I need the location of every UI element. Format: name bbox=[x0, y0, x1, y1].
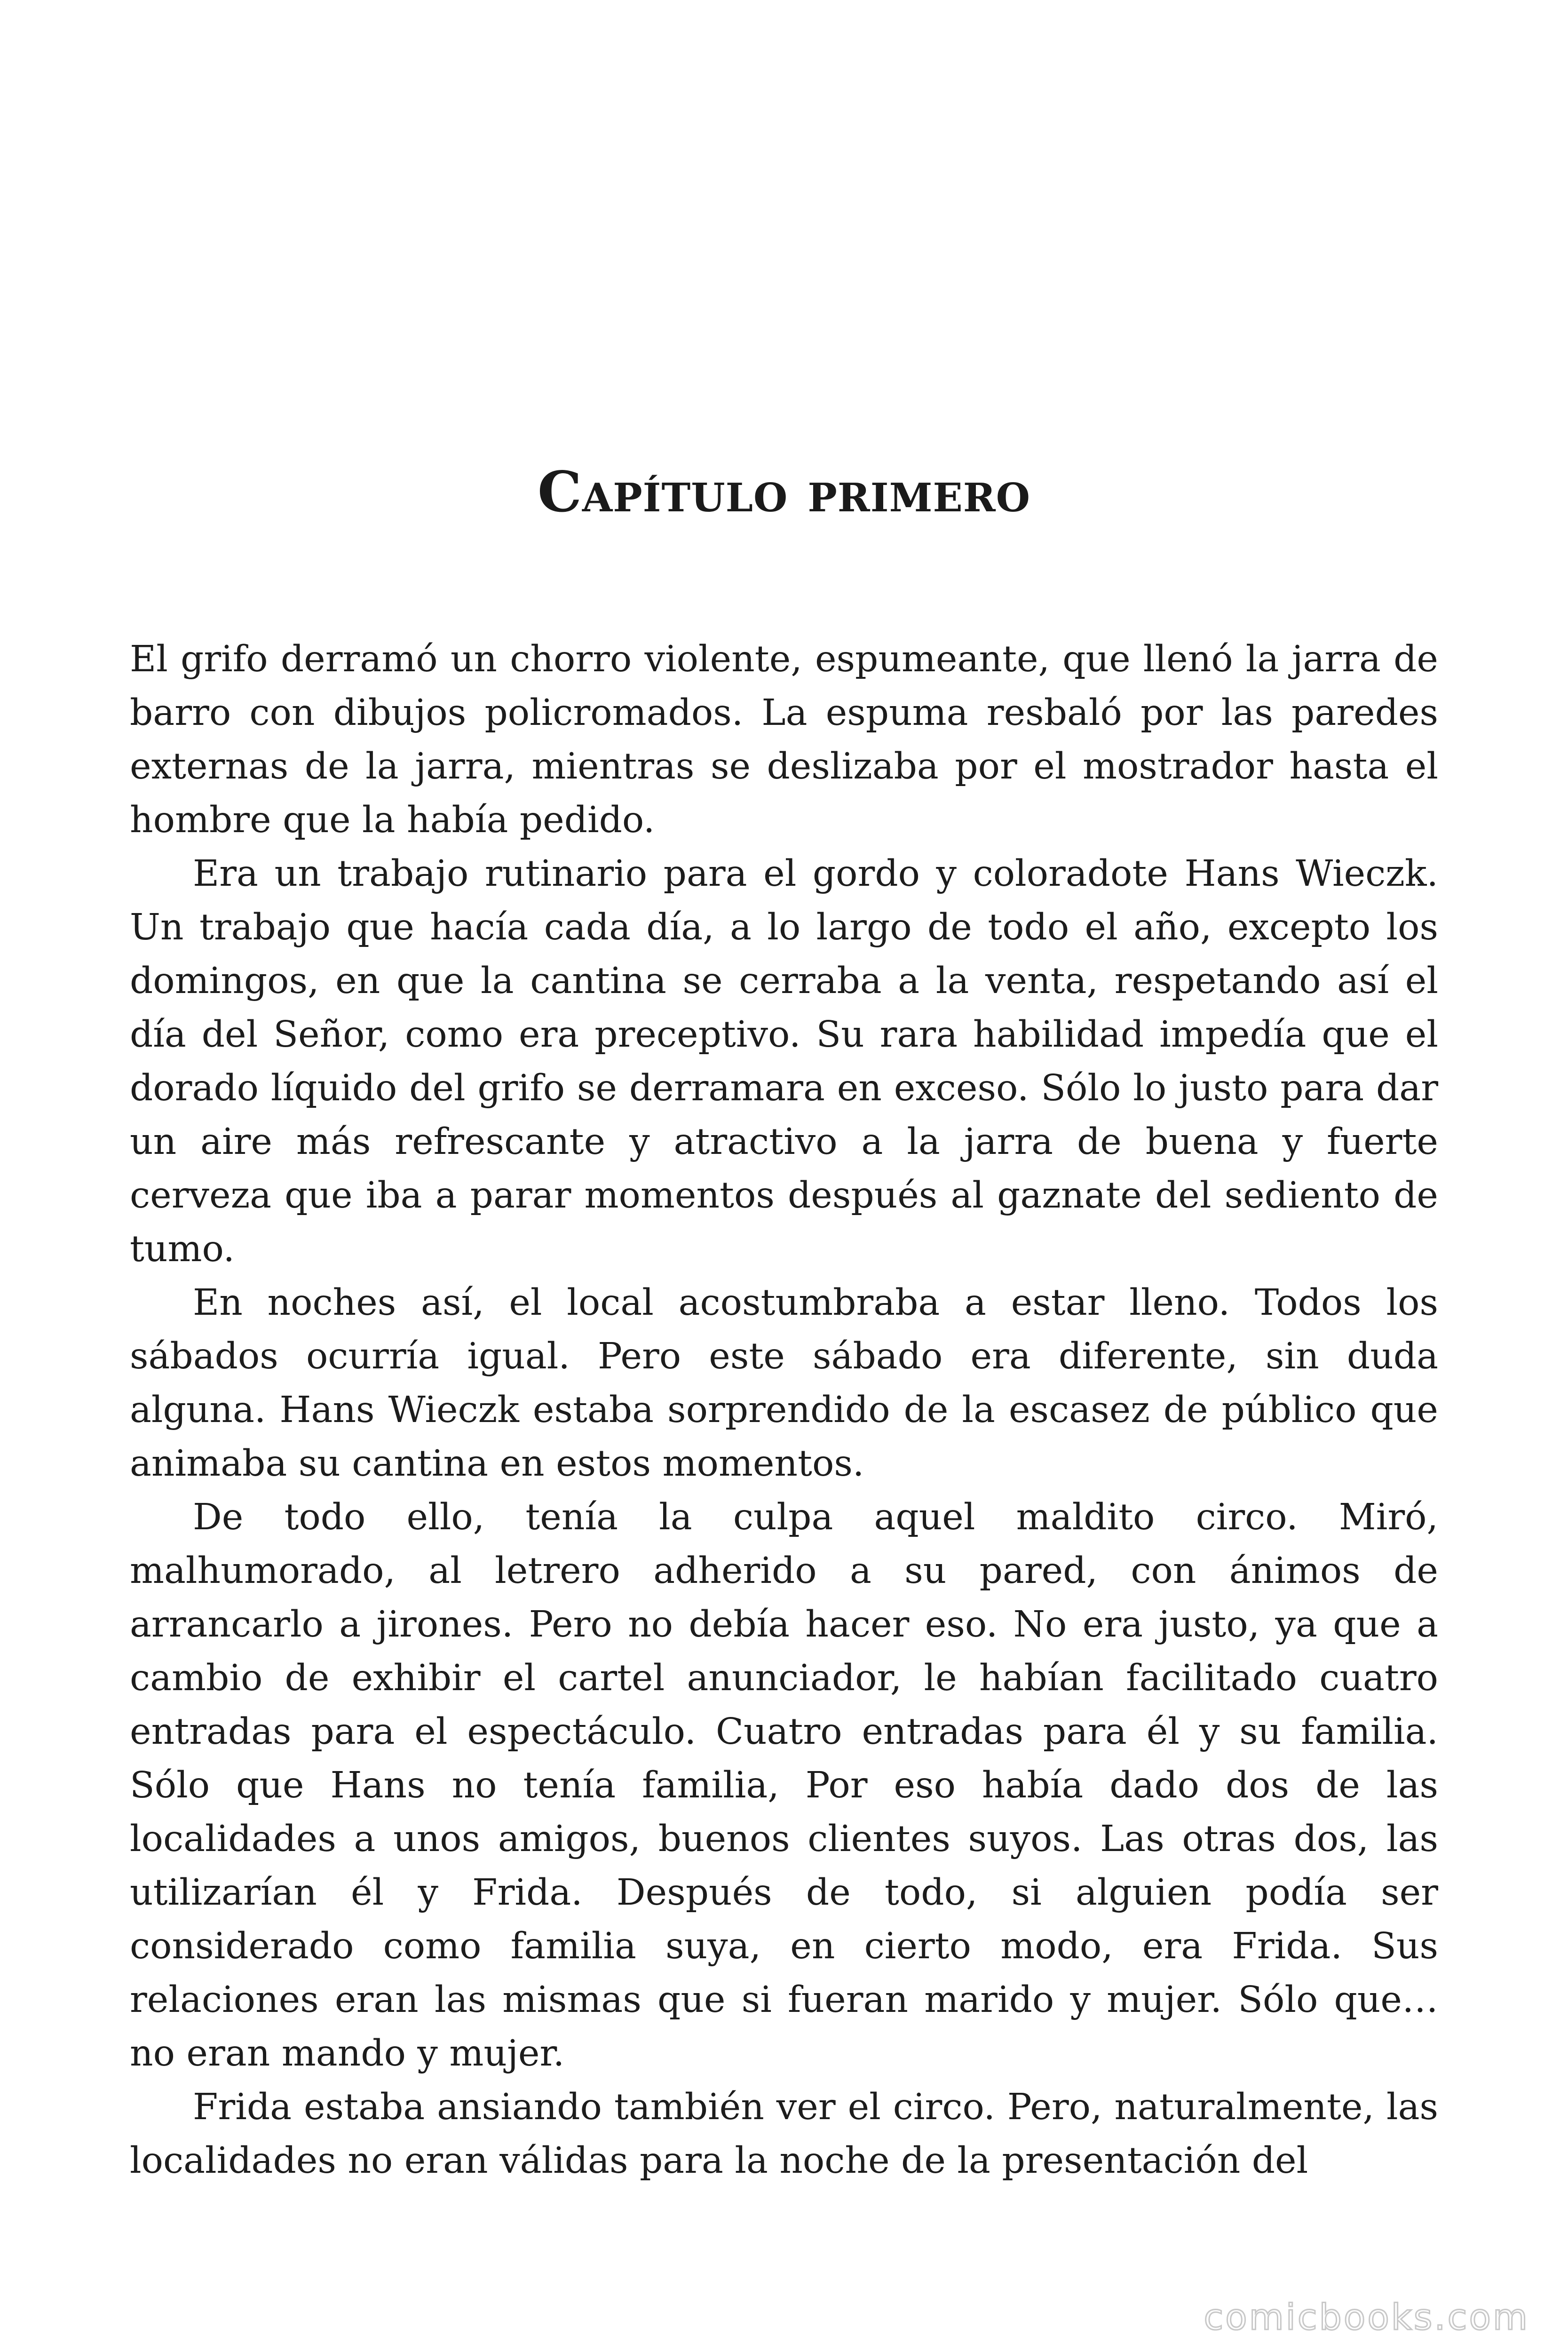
paragraph-1: El grifo derramó un chorro violente, espumeante, que llenó la jarra de barro con dibujos policromados. La espuma resbaló por las paredes externas de la jarra, mientras se deslizaba por el mostrador hasta el hombre que la había pedido. bbox=[130, 638, 1438, 841]
paragraph-5: Frida estaba ansiando también ver el circo. Pero, naturalmente, las localidades no eran válidas para la noche de la presentación del bbox=[130, 2086, 1438, 2182]
chapter-body bbox=[130, 633, 1438, 2188]
paragraph-3: En noches así, el local acostumbraba a estar lleno. Todos los sábados ocurría igual. Pero este sábado era diferente, sin duda alguna. Hans Wieczk estaba sorprendido de la escasez de público que animaba su cantina en estos momentos. bbox=[130, 1282, 1438, 1485]
watermark: comicbooks.com bbox=[1204, 2296, 1529, 2338]
paragraph-4: De todo ello, tenía la culpa aquel maldito circo. Miró, malhumorado, al letrero adherido a su pared, con ánimos de arrancarlo a jirones. Pero no debía hacer eso. No era justo, ya que a cambio de exhibir el cartel anunciador, le habían facilitado cuatro entradas para el espectáculo. Cuatro entradas para él y su familia. Sólo que Hans no tenía familia, Por eso había dado dos de las localidades a unos amigos, buenos clientes suyos. Las otras dos, las utilizarían él y Frida. Después de todo, si alguien podía ser considerado como familia suya, en cierto modo, era Frida. Sus relaciones eran las mismas que si fueran marido y mujer. Sólo que… no eran mando y mujer. bbox=[130, 1496, 1438, 2074]
paragraph-2: Era un trabajo rutinario para el gordo y coloradote Hans Wieczk. Un trabajo que hacía cada día, a lo largo de todo el año, excepto los domingos, en que la cantina se cerraba a la venta, respetando así el día del Señor, como era preceptivo. Su rara habilidad impedía que el dorado líquido del grifo se derramara en exceso. Sólo lo justo para dar un aire más refrescante y atractivo a la jarra de buena y fuerte cerveza que iba a parar momentos después al gaznate del sediento de tumo. bbox=[130, 853, 1438, 1270]
chapter-title: Capítulo primero bbox=[537, 459, 1031, 524]
